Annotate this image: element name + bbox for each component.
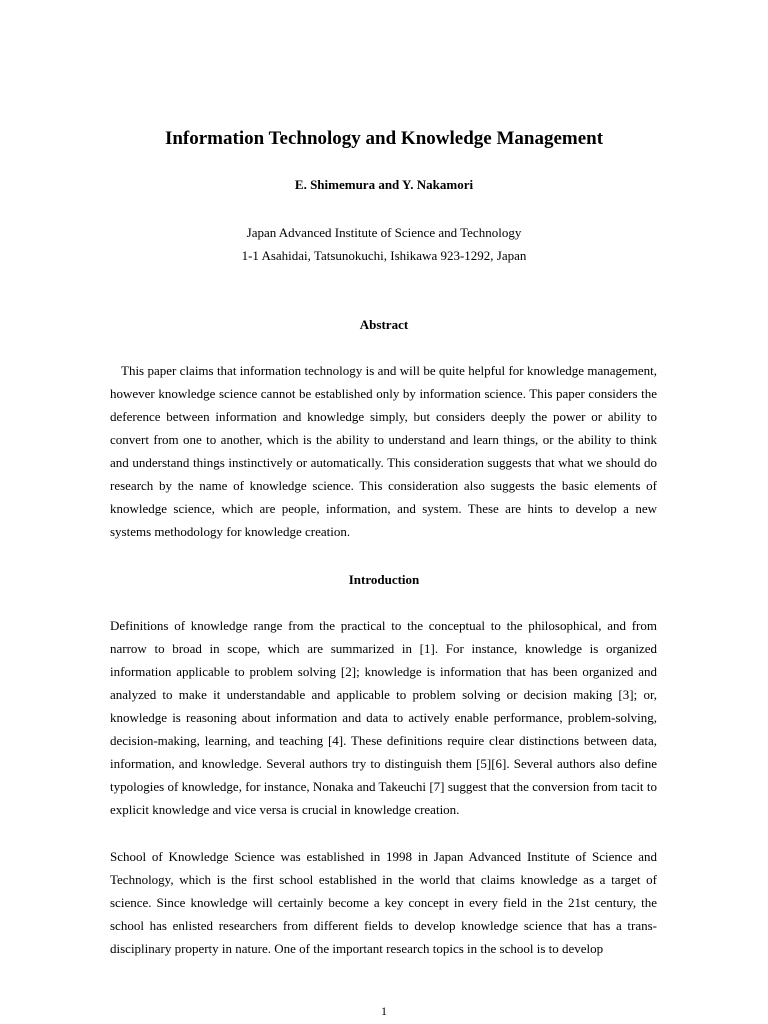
abstract-heading: Abstract xyxy=(359,317,409,332)
introduction-heading: Introduction xyxy=(348,572,420,587)
page-number: 1 xyxy=(381,1004,387,1018)
abstract-paragraph: This paper claims that information technology is and will be quite helpful for knowledge management, however knowledge science cannot be established only by information science. This paper considers the deference between information and knowledge simply, but considers deeply the power or ability to convert from one to another, which is the ability to understand and learn things, or the ability to think and understand things instinctively or automatically. This consideration suggests that what we should do research by the name of knowledge science. This consideration also suggests the basic elements of knowledge science, which are people, information, and system. These are hints to develop a new systems methodology for knowledge creation. xyxy=(110,363,657,539)
paper-authors: E. Shimemura and Y. Nakamori xyxy=(294,177,474,192)
paper-title: Information Technology and Knowledge Management xyxy=(164,128,604,149)
introduction-paragraph-2: School of Knowledge Science was established in 1998 in Japan Advanced Institute of Science and Technology, which is the first school established in the world that claims knowledge as a target of science. Since knowledge will certainly become a key concept in every field in the 21st century, the school has enlisted researchers from different fields to develop knowledge science that has a trans-disciplinary property in nature. One of the important research topics in the school is to develop xyxy=(110,849,657,956)
introduction-paragraph-1: Definitions of knowledge range from the practical to the conceptual to the philosophical, and from narrow to broad in scope, which are summarized in [1]. For instance, knowledge is organized information applicable to problem solving [2]; knowledge is information that has been organized and analyzed to make it understandable and applicable to problem solving or decision making [3]; or, knowledge is reasoning about information and data to actively enable performance, problem-solving, decision-making, learning, and teaching [4]. These definitions require clear distinctions between data, information, and knowledge. Several authors try to distinguish them [5][6]. Several authors also define typologies of knowledge, for instance, Nonaka and Takeuchi [7] suggest that the conversion from tacit to explicit knowledge and vice versa is crucial in knowledge creation. xyxy=(110,618,657,817)
affiliation-institute: Japan Advanced Institute of Science and Technology xyxy=(246,225,522,240)
affiliation-address: 1-1 Asahidai, Tatsunokuchi, Ishikawa 923-1292, Japan xyxy=(241,248,527,263)
